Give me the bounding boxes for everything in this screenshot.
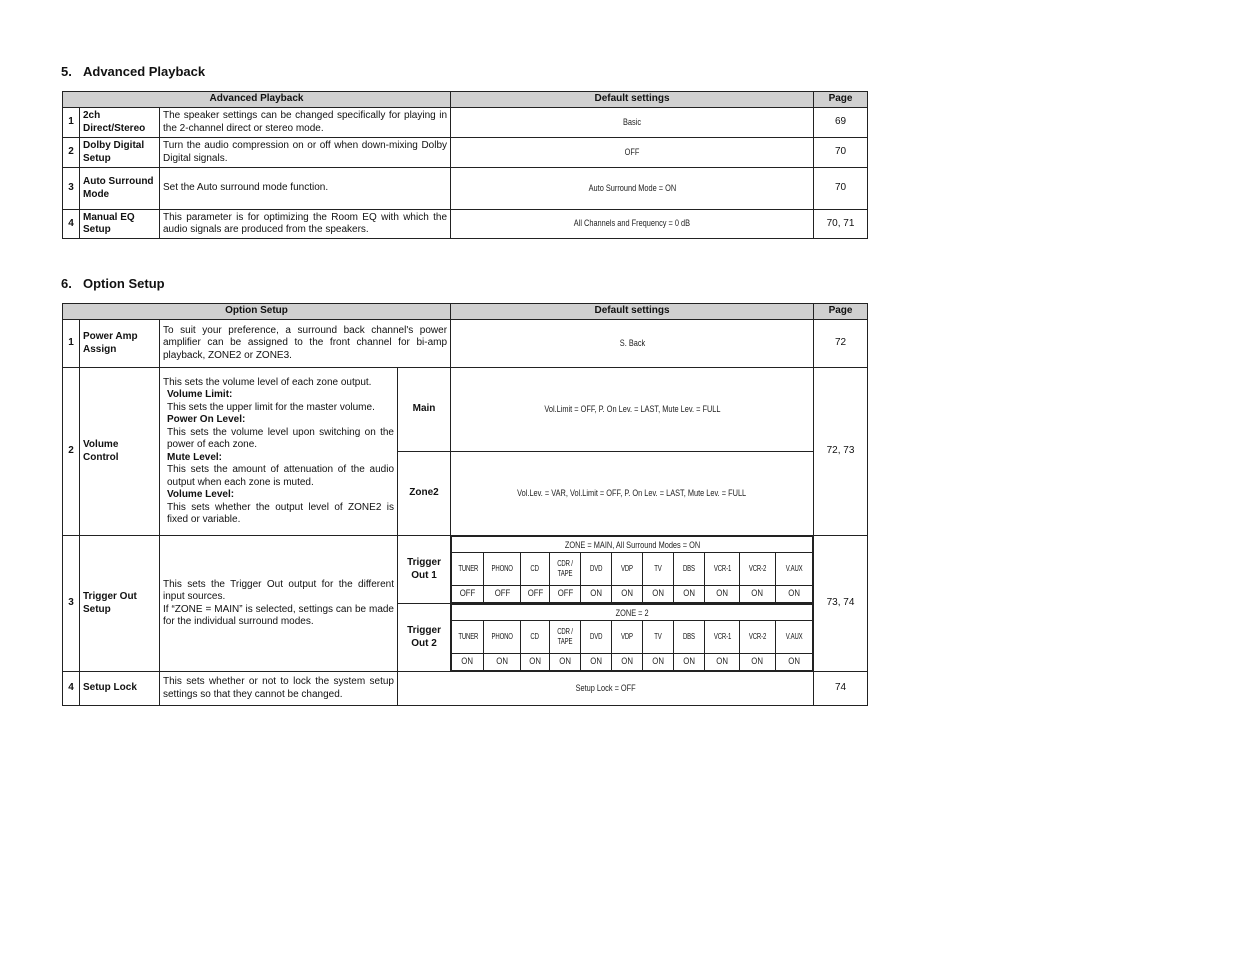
trigger-value-cell — [550, 585, 581, 602]
source-cell — [452, 621, 484, 653]
trigger-desc-1: This sets the Trigger Out output for the different input sources. — [163, 578, 394, 602]
row-name: 2ch Direct/Stereo — [80, 108, 160, 138]
section-6-title — [61, 276, 165, 291]
source-label: PHONO — [491, 564, 513, 574]
row-description: To suit your preference, a surround back channel's power amplifier can be assigned to the front channel for bi-amp playback, ZONE2 or ZONE3. — [160, 320, 451, 368]
trigger-value-cell — [612, 585, 643, 602]
trigger-out-1-grid — [451, 536, 813, 603]
trigger-value: ON — [788, 656, 800, 668]
source-cell — [776, 553, 813, 585]
row-default: S. Back — [619, 337, 645, 348]
row-description: This parameter is for optimizing the Room EQ with which the audio signals are produced from the speakers. — [160, 210, 451, 239]
zone2-default: Vol.Lev. = VAR, Vol.Limit = OFF, P. On Lev. = LAST, Mute Lev. = FULL — [517, 487, 747, 498]
zone2-label: Zone2 — [398, 452, 451, 536]
source-cell — [740, 553, 776, 585]
trigger-value-cell — [484, 585, 521, 602]
source-cell — [674, 621, 705, 653]
trigger-value-cell — [643, 585, 674, 602]
trigger-value-cell — [705, 653, 740, 670]
row-page: 72 — [814, 320, 868, 368]
trigger-out-2-grid — [451, 604, 813, 671]
main-zone-label: Main — [398, 368, 451, 452]
trigger-out-1-label: Trigger Out 1 — [398, 536, 451, 604]
trigger-value: ON — [621, 656, 633, 668]
trigger-value: OFF — [459, 588, 476, 600]
section-title-text: Advanced Playback — [83, 64, 206, 79]
section-title-text: Option Setup — [83, 276, 165, 291]
row-page: 73, 74 — [814, 536, 868, 672]
section-number: 6. — [61, 276, 72, 291]
source-label: CD — [530, 632, 540, 642]
source-label: CD — [530, 564, 540, 574]
source-label: VCR-2 — [748, 564, 767, 574]
trigger-value-cell — [550, 653, 581, 670]
row-name: Setup Lock — [80, 672, 160, 706]
trigger-value: ON — [559, 656, 571, 668]
source-label: TV — [654, 632, 662, 642]
row-name: Auto Surround Mode — [80, 168, 160, 210]
volume-limit-label: Volume Limit: — [167, 389, 233, 400]
header-page: Page — [814, 304, 868, 320]
trigger-value: ON — [652, 656, 664, 668]
row-page: 69 — [814, 108, 868, 138]
trigger-value: ON — [716, 656, 728, 668]
trigger-value-cell — [674, 585, 705, 602]
trigger-value: ON — [683, 656, 695, 668]
row-number: 2 — [63, 138, 80, 168]
section-number: 5. — [61, 64, 72, 79]
trigger-value: OFF — [527, 588, 543, 600]
main-zone-default: Vol.Limit = OFF, P. On Lev. = LAST, Mute Lev. = FULL — [543, 403, 721, 414]
source-cell — [484, 621, 521, 653]
trigger-value-cell — [581, 585, 612, 602]
trigger-out-2-label: Trigger Out 2 — [398, 604, 451, 672]
row-name: Trigger Out Setup — [80, 536, 160, 672]
source-label: DBS — [683, 564, 695, 574]
row-number: 1 — [63, 108, 80, 138]
source-label: VDP — [621, 632, 633, 642]
option-setup-table — [62, 303, 868, 706]
row-name: Power Amp Assign — [80, 320, 160, 368]
table-row — [63, 138, 868, 168]
source-cell — [705, 553, 740, 585]
row-description: Set the Auto surround mode function. — [160, 168, 451, 210]
row-page: 70 — [814, 138, 868, 168]
source-cell — [550, 553, 581, 585]
trigger-value-cell — [740, 585, 776, 602]
source-cell — [581, 553, 612, 585]
volume-limit-text: This sets the upper limit for the master volume. — [167, 401, 375, 413]
row-name: Volume Control — [80, 368, 160, 536]
row-description: This sets whether or not to lock the system setup settings so that they cannot be changed. — [160, 672, 398, 706]
row-page: 70, 71 — [814, 210, 868, 239]
trigger-value: ON — [788, 588, 800, 600]
row-description: Turn the audio compression on or off when down-mixing Dolby Digital signals. — [160, 138, 451, 168]
row-default: OFF — [624, 146, 640, 157]
source-cell — [776, 621, 813, 653]
row-number: 3 — [63, 168, 80, 210]
header-item: Option Setup — [63, 304, 451, 320]
trigger-value: OFF — [557, 588, 573, 600]
row-description: The speaker settings can be changed specifically for playing in the 2-channel direct or stereo mode. — [160, 108, 451, 138]
trigger-desc-2: If “ZONE = MAIN” is selected, settings can be made for the individual surround modes. — [163, 603, 394, 627]
source-label: DBS — [683, 632, 695, 642]
intro-text: This sets the volume level of each zone output. — [163, 376, 372, 388]
trigger-out-2-grid-cell — [451, 604, 814, 672]
source-label: V.AUX — [785, 564, 803, 574]
trigger-value-cell — [740, 653, 776, 670]
source-label: VDP — [621, 564, 633, 574]
power-on-level-text: This sets the volume level upon switching on the power of each zone. — [167, 426, 394, 450]
trigger-value: ON — [751, 656, 764, 668]
table-row — [63, 320, 868, 368]
row-page: 70 — [814, 168, 868, 210]
source-cell — [484, 553, 521, 585]
source-cell — [550, 621, 581, 653]
source-label: CDR / TAPE — [557, 558, 573, 578]
table-row — [63, 368, 868, 452]
trigger-value-cell — [521, 653, 550, 670]
trigger-value: ON — [590, 588, 602, 600]
trigger-value-cell — [521, 585, 550, 602]
source-cell — [581, 621, 612, 653]
source-label: V.AUX — [785, 632, 803, 642]
row-page: 72, 73 — [814, 368, 868, 536]
table-row — [63, 672, 868, 706]
source-label: TUNER — [458, 564, 479, 574]
trigger-value: OFF — [494, 588, 510, 600]
header-item: Advanced Playback — [63, 92, 451, 108]
source-label: DVD — [589, 564, 603, 574]
source-cell — [643, 621, 674, 653]
source-label: TV — [654, 564, 662, 574]
trigger-value: ON — [461, 656, 474, 668]
table-header-row — [63, 304, 868, 320]
source-cell — [612, 553, 643, 585]
source-label: CDR / TAPE — [557, 626, 573, 646]
source-cell — [674, 553, 705, 585]
source-cell — [521, 621, 550, 653]
trigger-out-2-caption: ZONE = 2 — [615, 607, 649, 618]
source-label: VCR-1 — [713, 632, 731, 642]
source-cell — [521, 553, 550, 585]
trigger-out-1-caption: ZONE = MAIN, All Surround Modes = ON — [564, 539, 700, 550]
row-number: 4 — [63, 210, 80, 239]
trigger-value: ON — [496, 656, 508, 668]
trigger-value-cell — [674, 653, 705, 670]
trigger-value: ON — [683, 588, 695, 600]
header-page: Page — [814, 92, 868, 108]
table-header-row — [63, 92, 868, 108]
table-row — [63, 108, 868, 138]
mute-level-text: This sets the amount of attenuation of the audio output when each zone is muted. — [167, 464, 394, 488]
source-label: TUNER — [458, 632, 479, 642]
header-defaults: Default settings — [451, 304, 814, 320]
trigger-out-1-grid-cell — [451, 536, 814, 604]
row-number: 3 — [63, 536, 80, 672]
source-label: VCR-1 — [713, 564, 731, 574]
source-cell — [740, 621, 776, 653]
volume-level-text: This sets whether the output level of ZONE2 is fixed or variable. — [167, 501, 394, 525]
trigger-value: ON — [621, 588, 633, 600]
source-label: PHONO — [491, 632, 513, 642]
trigger-value-cell — [776, 653, 813, 670]
source-cell — [705, 621, 740, 653]
row-name: Dolby Digital Setup — [80, 138, 160, 168]
source-label: DVD — [589, 632, 603, 642]
row-page: 74 — [814, 672, 868, 706]
volume-level-label: Volume Level: — [167, 489, 235, 500]
trigger-value: ON — [652, 588, 664, 600]
trigger-value: ON — [716, 588, 728, 600]
power-on-level-label: Power On Level: — [167, 414, 246, 425]
trigger-value-cell — [776, 585, 813, 602]
table-row — [63, 210, 868, 239]
source-label: VCR-2 — [748, 632, 767, 642]
header-defaults: Default settings — [451, 92, 814, 108]
mute-level-label: Mute Level: — [167, 451, 223, 463]
trigger-value-cell — [452, 585, 484, 602]
section-5-title — [61, 64, 205, 79]
row-default: Auto Surround Mode = ON — [588, 182, 676, 193]
trigger-value-cell — [612, 653, 643, 670]
table-row — [63, 168, 868, 210]
source-cell — [643, 553, 674, 585]
trigger-value-cell — [581, 653, 612, 670]
source-cell — [452, 553, 484, 585]
trigger-value: ON — [590, 656, 602, 668]
trigger-value-cell — [484, 653, 521, 670]
row-default: Setup Lock = OFF — [575, 682, 636, 693]
trigger-value-cell — [705, 585, 740, 602]
trigger-value: ON — [529, 656, 541, 668]
trigger-value-cell — [643, 653, 674, 670]
row-default: All Channels and Frequency = 0 dB — [573, 218, 691, 229]
table-row — [63, 536, 868, 604]
trigger-out-description — [160, 536, 398, 672]
trigger-value-cell — [452, 653, 484, 670]
row-number: 4 — [63, 672, 80, 706]
row-number: 2 — [63, 368, 80, 536]
advanced-playback-table — [62, 91, 868, 239]
row-name: Manual EQ Setup — [80, 210, 160, 239]
row-default: Basic — [622, 116, 642, 127]
trigger-value: ON — [751, 588, 764, 600]
row-number: 1 — [63, 320, 80, 368]
volume-control-description — [160, 368, 398, 536]
source-cell — [612, 621, 643, 653]
